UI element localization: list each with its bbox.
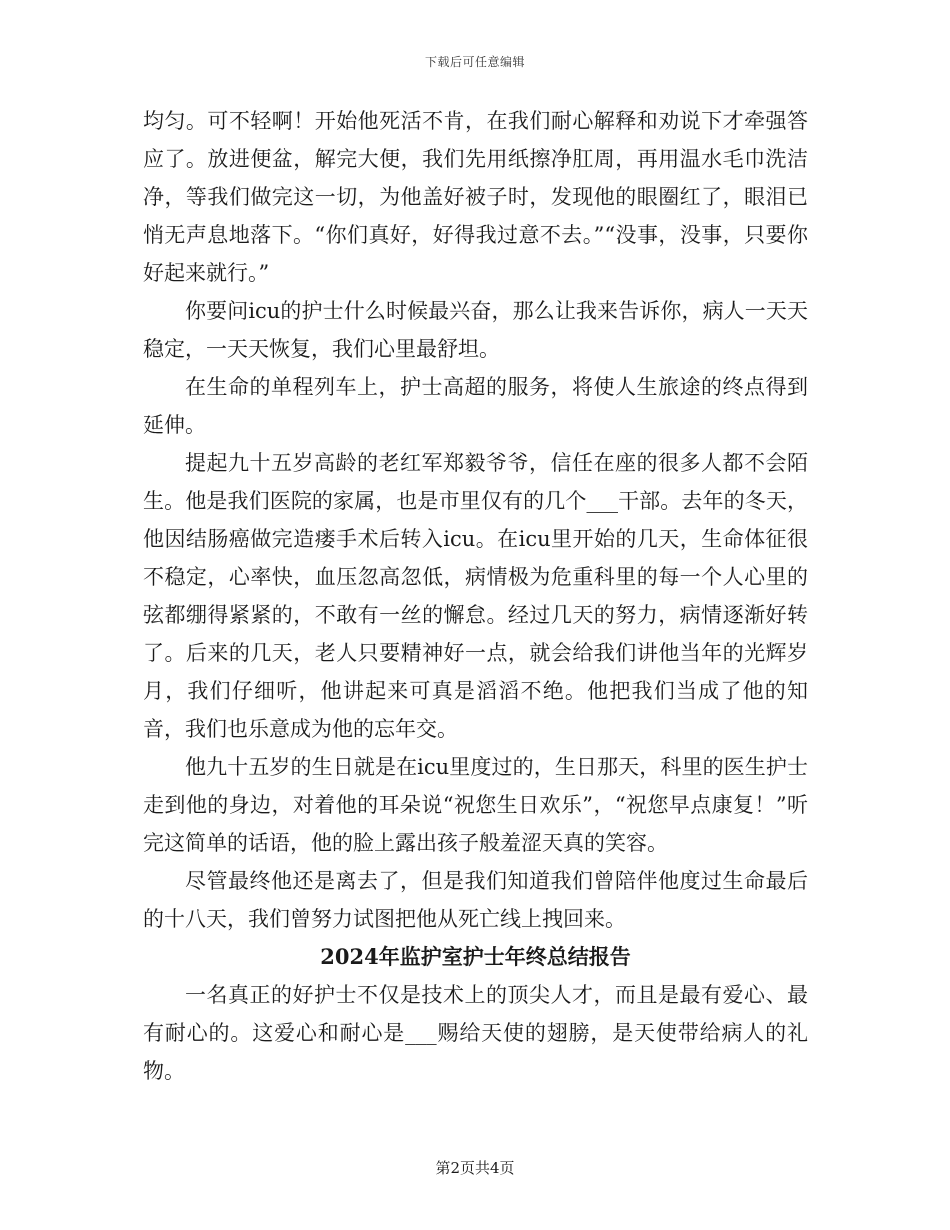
paragraph-birthday: 他九十五岁的生日就是在icu里度过的，生日那天，科里的医生护士走到他的身边，对着他的耳朵说“祝您生日欢乐”，“祝您早点康复！”听完这简单的话语，他的脸上露出孩子般羞涩天真的笑容。 (143, 755, 808, 855)
paragraph-life-train: 在生命的单程列车上，护士高超的服务，将使人生旅途的终点得到延伸。 (143, 375, 808, 437)
page-header-note: 下载后可任意编辑 (424, 55, 525, 69)
paragraph-grandpa-zheng: 提起九十五岁高龄的老红军郑毅爷爷，信任在座的很多人都不会陌生。他是我们医院的家属，也是市里仅有的几个___干部。去年的冬天，他因结肠癌做完造瘘手术后转入icu。在icu里开始的几天，生命体征很不稳定，心率快，血压忽高忽低，病情极为危重科里的每一个人心里的弦都绷得紧紧的，不敢有一丝的懈怠。经过几天的努力，病情逐渐好转了。后来的几天，老人只要精神好一点，就会给我们讲他当年的光辉岁月，我们仔细听，他讲起来可真是滔滔不绝。他把我们当成了他的知音，我们也乐意成为他的忘年交。 (143, 451, 808, 741)
paragraph-good-nurse: 一名真正的好护士不仅是技术上的顶尖人才，而且是最有爱心、最有耐心的。这爱心和耐心是___赐给天使的翅膀，是天使带给病人的礼物。 (143, 983, 808, 1083)
document-body (143, 102, 808, 1090)
paragraph-icu-nurse-excitement: 你要问icu的护士什么时候最兴奋，那么让我来告诉你，病人一天天稳定，一天天恢复，我们心里最舒坦。 (143, 299, 808, 361)
section-title: 2024年监护室护士年终总结报告 (320, 944, 631, 969)
paragraph-last-days: 尽管最终他还是离去了，但是我们知道我们曾陪伴他度过生命最后的十八天，我们曾努力试图把他从死亡线上拽回来。 (143, 869, 808, 931)
page-number: 第2页共4页 (435, 1159, 515, 1177)
paragraph-continuation: 均匀。可不轻啊！开始他死活不肯，在我们耐心解释和劝说下才牵强答应了。放进便盆，解完大便，我们先用纸擦净肛周，再用温水毛巾洗洁净，等我们做完这一切，为他盖好被子时，发现他的眼圈红了，眼泪已悄无声息地落下。“你们真好，好得我过意不去。”“没事，没事，只要你好起来就行。” (143, 109, 808, 285)
